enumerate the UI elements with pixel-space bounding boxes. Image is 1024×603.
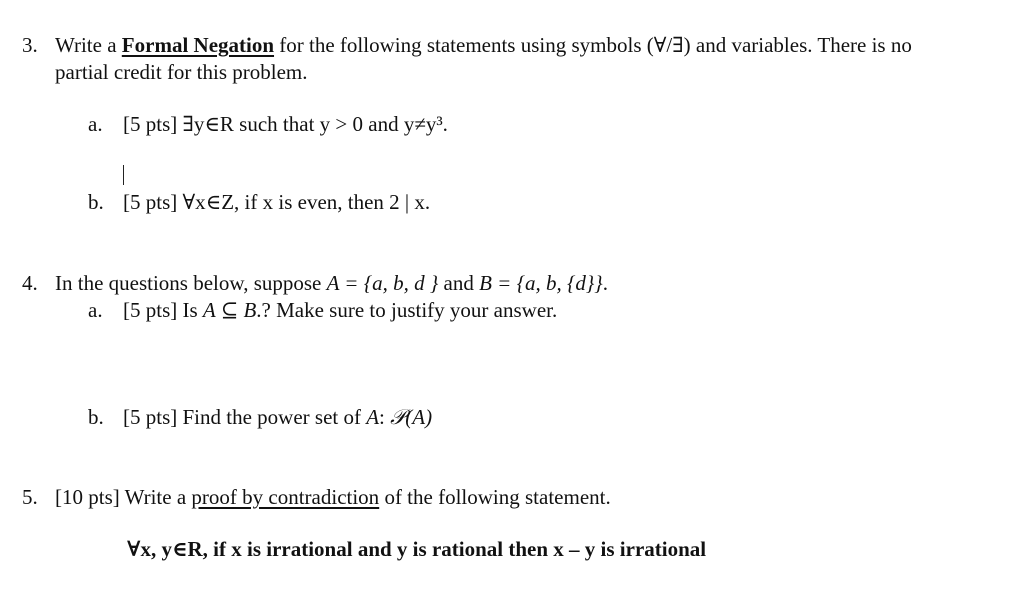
q3b-text: [5 pts] ∀x∈Z, if x is even, then 2 | x. [123,190,431,214]
q3-prompt-line2: partial credit for this problem. [55,60,308,84]
q4-prompt [55,273,608,294]
q4b-text [123,407,432,428]
q3-number: 3. [22,33,38,57]
q4b-colon: : [379,405,391,429]
q3-prompt-line1 [55,35,912,56]
q4-mid: and [438,271,480,295]
q5-statement: ∀x, y∈R, if x is irrational and y is rational then x – y is irrational [127,537,707,561]
q5-emphasis: proof by contradiction [191,485,380,509]
q3b-label: b. [88,190,104,214]
q4b-label: b. [88,405,104,429]
q4b-power-set: 𝒫(A) [390,405,433,429]
q3-emphasis: Formal Negation [121,33,275,57]
q4a-label: a. [88,298,103,322]
q3-text-before: Write a [55,33,122,57]
q4b-var: A [366,405,380,429]
q5-text-after: of the following statement. [379,485,611,509]
q4-text-before: In the questions below, suppose [55,271,327,295]
q4a-expr: A ⊆ B [202,298,257,322]
q3-text-after: for the following statements using symbols (∀/∃) and variables. There is no [274,33,912,57]
text-cursor [123,165,124,185]
q4b-text-before: [5 pts] Find the power set of [123,405,367,429]
q4a-text [123,300,557,321]
q5-prompt [55,487,611,508]
q5-text-before: [10 pts] Write a [55,485,192,509]
q3a-text: [5 pts] ∃y∈R such that y > 0 and y≠y³. [123,112,448,136]
q3a-label: a. [88,112,103,136]
q4a-text-before: [5 pts] Is [123,298,203,322]
q5-number: 5. [22,485,38,509]
q4-end: . [602,271,608,295]
q4-set-b: B = {a, b, {d}} [479,271,603,295]
q4-number: 4. [22,271,38,295]
q4a-text-after: .? Make sure to justify your answer. [256,298,558,322]
q4-set-a: A = {a, b, d } [326,271,439,295]
